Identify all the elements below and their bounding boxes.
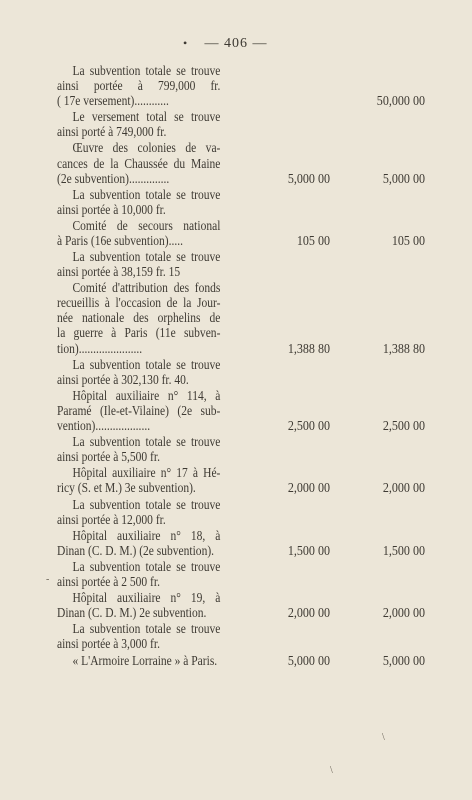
text-line: La subvention totale se trouve [72, 496, 221, 512]
amount-column-1: 1,500 00 [287, 542, 330, 558]
decorative-dot: • [183, 36, 188, 50]
text-line: à Paris (16e subvention)..... [57, 232, 184, 248]
amount-column-2: 5,000 00 [382, 170, 425, 186]
amount-column-1: 2,000 00 [287, 480, 330, 496]
text-line: Le versement total se trouve [72, 109, 221, 125]
text-line: ainsi portée à 3,000 fr. [57, 636, 160, 652]
text-line: Comité de secours national [72, 217, 221, 233]
text-line: « L'Armoire Lorraine » à Paris. [72, 652, 218, 668]
text-line: Œuvre des colonies de va- [72, 140, 221, 156]
amount-column-2: 5,000 00 [382, 652, 425, 668]
amount-column-1: 5,000 00 [287, 652, 330, 668]
amount-column-2: 2,000 00 [382, 480, 425, 496]
text-line: (2e subvention).............. [57, 170, 170, 186]
text-line: ainsi portée à 799,000 fr. [57, 78, 221, 94]
text-line: née nationale des orphelins de [57, 310, 221, 326]
text-line: la guerre à Paris (11e subven- [57, 325, 221, 341]
text-line: ainsi portée à 302,130 fr. 40. [57, 371, 189, 387]
amount-column-2: 2,500 00 [382, 417, 425, 433]
text-line: La subvention totale se trouve [72, 249, 221, 265]
amount-column-2: 105 00 [391, 232, 425, 248]
text-line: La subvention totale se trouve [72, 434, 221, 450]
amount-column-1: 2,500 00 [287, 417, 330, 433]
amount-column-2: 1,388 80 [382, 340, 425, 356]
page-number: — 406 — [204, 36, 268, 51]
text-line: ( 17e versement)............ [57, 93, 169, 109]
text-line: Paramé (Ile-et-Vilaine) (2e sub- [57, 402, 221, 418]
amount-column-2: 2,000 00 [382, 605, 425, 621]
text-line: ainsi portée à 2 500 fr. [57, 573, 160, 589]
amount-column-2: 1,500 00 [382, 542, 425, 558]
amount-column-1: 2,000 00 [287, 605, 330, 621]
margin-mark: \ [330, 765, 333, 776]
text-line: Comité d'attribution des fonds [72, 280, 221, 296]
amount-column-1: 5,000 00 [287, 170, 330, 186]
text-line: ricy (S. et M.) 3e subvention). [57, 480, 196, 496]
text-line: Hôpital auxiliaire n° 114, à [72, 387, 221, 403]
amount-column-1: 1,388 80 [287, 340, 330, 356]
text-line: ainsi portée à 10,000 fr. [57, 201, 166, 217]
text-line: ainsi porté à 749,000 fr. [57, 124, 167, 140]
text-line: vention)................... [57, 417, 151, 433]
text-line: Hôpital auxiliaire n° 17 à Hé- [72, 465, 221, 481]
text-line: Dinan (C. D. M.) (2e subvention). [57, 542, 215, 558]
text-line: La subvention totale se trouve [72, 63, 221, 78]
text-line: La subvention totale se trouve [72, 186, 221, 202]
text-line: Dinan (C. D. M.) 2e subvention. [57, 605, 207, 621]
text-line: La subvention totale se trouve [72, 621, 221, 637]
amount-column-2: 50,000 00 [376, 93, 425, 109]
margin-mark: \ [382, 732, 385, 743]
text-line: Hôpital auxiliaire n° 19, à [72, 590, 221, 606]
text-line: Hôpital auxiliaire n° 18, à [72, 527, 221, 543]
text-line: tion)...................... [57, 340, 143, 356]
text-line: ainsi portée à 38,159 fr. 15 [57, 264, 181, 280]
margin-mark: - [46, 574, 50, 585]
text-line: ainsi portée à 5,500 fr. [57, 449, 160, 465]
amount-column-1: 105 00 [296, 232, 330, 248]
text-line: La subvention totale se trouve [72, 558, 221, 574]
text-line: La subvention totale se trouve [72, 356, 221, 372]
text-line: ainsi portée à 12,000 fr. [57, 511, 166, 527]
text-line: recueillis à l'occasion de la Jour- [57, 295, 221, 311]
text-line: cances de la Chaussée du Maine [57, 155, 221, 171]
